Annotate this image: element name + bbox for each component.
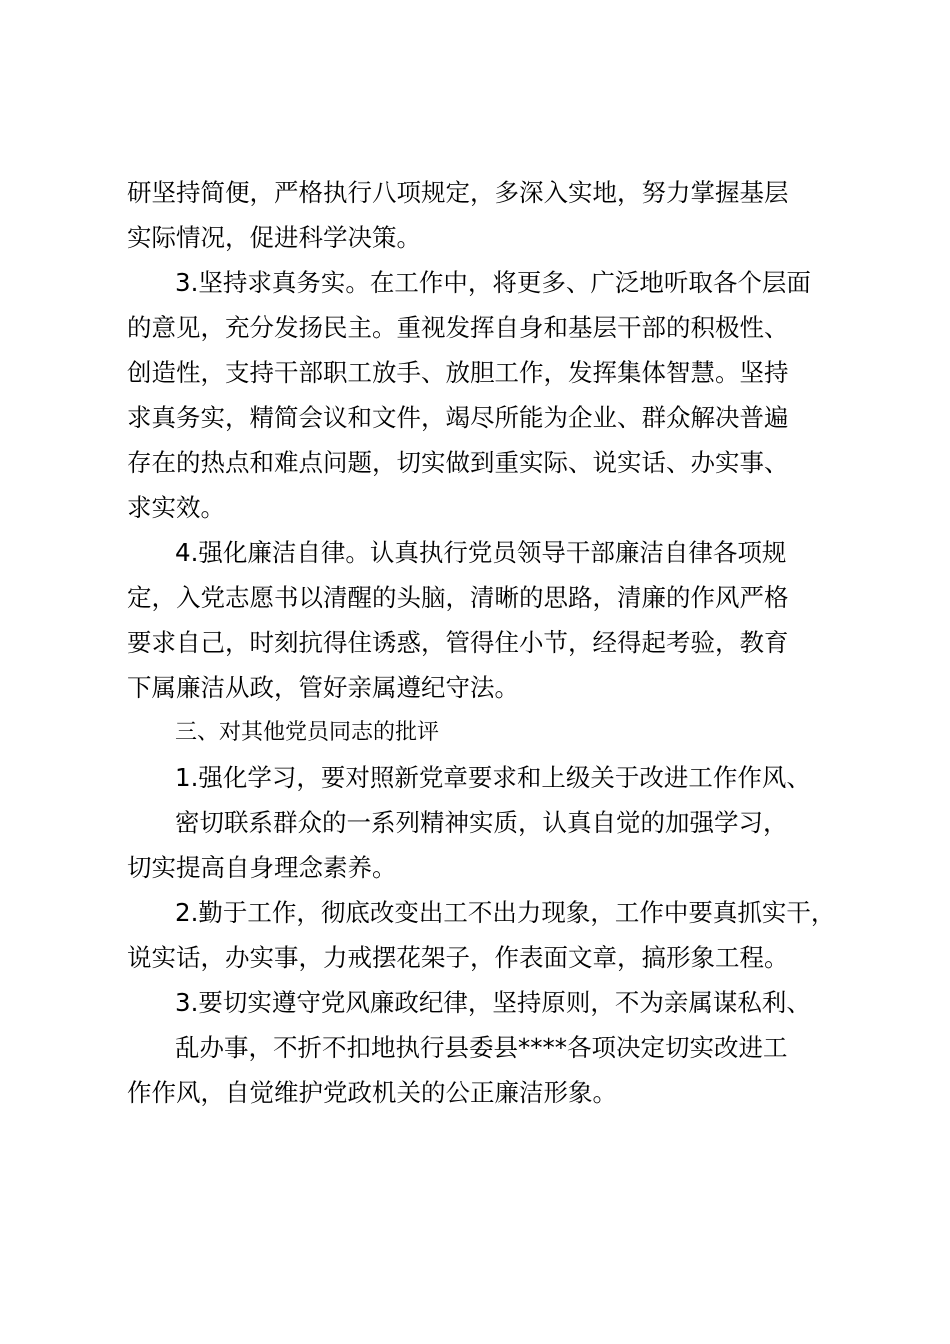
- body-text-line: 4.强化廉洁自律。认真执行党员领导干部廉洁自律各项规: [175, 538, 787, 567]
- body-text-line: 求实效。: [127, 493, 225, 522]
- body-text-line: 作作风，自觉维护党政机关的公正廉洁形象。: [127, 1078, 617, 1107]
- body-text-line: 3.坚持求真务实。在工作中，将更多、广泛地听取各个层面: [175, 268, 811, 297]
- body-text-line: 说实话，办实事，力戒摆花架子，作表面文章，搞形象工程。: [127, 943, 789, 972]
- body-text-line: 密切联系群众的一系列精神实质，认真自觉的加强学习，: [175, 808, 788, 837]
- body-text-line: 切实提高自身理念素养。: [127, 853, 397, 882]
- section-heading: 三、对其他党员同志的批评: [175, 720, 440, 745]
- body-text-line: 的意见，充分发扬民主。重视发挥自身和基层干部的积极性、: [127, 313, 789, 342]
- body-text-line: 求真务实，精简会议和文件，竭尽所能为企业、群众解决普遍: [127, 403, 789, 432]
- body-text-line: 实际情况，促进科学决策。: [127, 223, 421, 252]
- body-text-line: 研坚持简便，严格执行八项规定，多深入实地，努力掌握基层: [127, 178, 789, 207]
- body-text-line: 3.要切实遵守党风廉政纪律，坚持原则，不为亲属谋私利、: [175, 988, 811, 1017]
- body-text-line: 下属廉洁从政，管好亲属遵纪守法。: [127, 673, 519, 702]
- body-text-line: 定，入党志愿书以清醒的头脑，清晰的思路，清廉的作风严格: [127, 583, 789, 612]
- body-text-line: 乱办事，不折不扣地执行县委县****各项决定切实改进工: [175, 1033, 788, 1062]
- body-text-line: 1.强化学习，要对照新党章要求和上级关于改进工作作风、: [175, 763, 811, 792]
- body-text-line: 2.勤于工作，彻底改变出工不出力现象，工作中要真抓实干，: [175, 898, 836, 927]
- body-text-line: 存在的热点和难点问题，切实做到重实际、说实话、办实事、: [127, 448, 789, 477]
- body-text-line: 要求自己，时刻抗得住诱惑，管得住小节，经得起考验，教育: [127, 628, 789, 657]
- body-text-line: 创造性，支持干部职工放手、放胆工作，发挥集体智慧。坚持: [127, 358, 789, 387]
